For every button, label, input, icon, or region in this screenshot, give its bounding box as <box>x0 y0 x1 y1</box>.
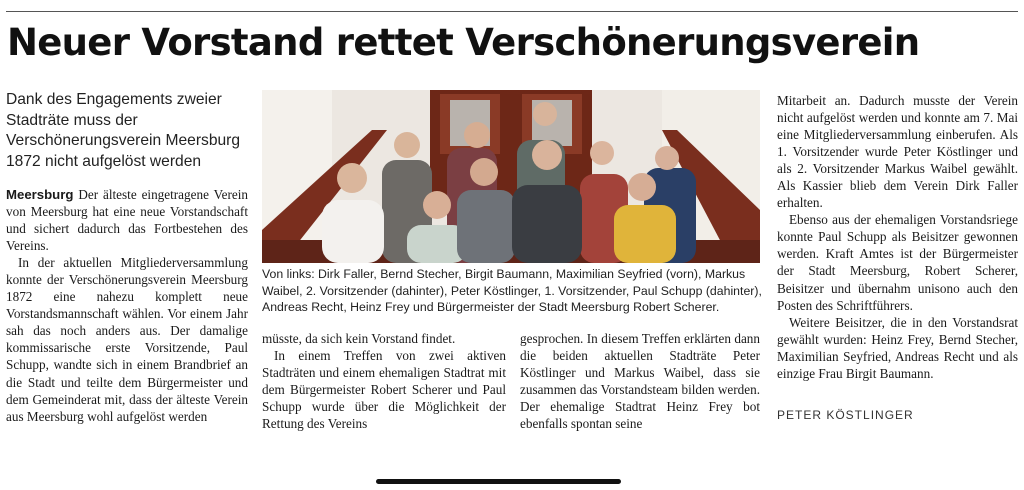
col4-paragraph-2: Ebenso aus der ehemaligen Vorstandsriege konnte Paul Schupp als Beisitzer gewonnen werden. Kraft Amtes ist der Bürgermeister der Stadt Meersburg, Robert Scherer, Beisitzer und übernahm unisono auch den Posten des Schriftführers. <box>777 212 1018 313</box>
column-2 <box>262 330 506 432</box>
column-4 <box>777 92 1018 382</box>
col4-paragraph-1: Mitarbeit an. Dadurch musste der Verein nicht aufgelöst werden und konnte am 7. Mai eine Mitgliederversammlung einberufen. Als 1. Vorsitzender wurde Peter Köstlinger und als 2. Vorsitzender Markus Waibel gewählt. Als Kassier blieb dem Verein Dirk Faller erhalten. <box>777 93 1018 211</box>
headline: Neuer Vorstand rettet Verschönerungsverein <box>7 21 920 64</box>
column-1 <box>6 186 248 425</box>
home-indicator[interactable] <box>376 479 621 484</box>
col1-paragraph-2: In der aktuellen Mitgliederversammlung konnte der Verschönerungsverein Meersburg 1872 eine nahezu komplett neue Vorstandsmannschaft wählen. Vor einem Jahr sah das noch anders aus. Der damalige kommissarische erste Vorsitzende, Paul Schupp, wandte sich in einem Brandbrief an die Stadt und teilte dem Bürgermeister und dem Gemeinderat mit, dass der älteste Verein aus Meersburg wohl aufgelöst werden <box>6 255 248 424</box>
col1-paragraph-1 <box>6 186 248 254</box>
column-3 <box>520 330 760 432</box>
photo-caption: Von links: Dirk Faller, Bernd Stecher, Birgit Baumann, Maximilian Seyfried (vorn), Markus Waibel, 2. Vorsitzender (dahinter), Peter Köstlinger, 1. Vorsitzender, Paul Schupp (dahinter), Andreas Recht, Heinz Frey und Bürgermeister der Stadt Meersburg Robert Scherer. <box>262 267 762 314</box>
col2-paragraph-2: In einem Treffen von zwei aktiven Stadträten und einem ehemaligen Stadtrat mit dem Bürgermeister Robert Scherer und Paul Schupp wurde über die Möglichkeit der Rettung des Vereins <box>262 348 506 432</box>
top-rule <box>6 11 1018 12</box>
col1-paragraph-1-text: Der älteste eingetragene Verein von Meersburg hat eine neue Vorstandschaft und sichert dadurch das Fortbestehen des Vereins. <box>6 187 249 254</box>
col3-paragraph-1: gesprochen. In diesem Treffen erklärten dann die beiden aktuellen Stadträte Peter Köstlinger und Markus Waibel, dass sie zusammen das Vorstandsteam bilden werden. Der ehemalige Stadtrat Heinz Frey bot ebenfalls spontan seine <box>520 331 760 432</box>
group-photo-image <box>262 90 760 263</box>
dateline: Meersburg <box>6 187 74 202</box>
group-photo <box>262 90 760 263</box>
lead-paragraph: Dank des Engagements zweier Stadträte muss der Verschönerungsverein Meersburg 1872 nicht aufgelöst werden <box>6 91 241 170</box>
author-byline: PETER KÖSTLINGER <box>777 408 914 422</box>
col4-paragraph-3: Weitere Beisitzer, die in den Vorstandsrat gewählt wurden: Heinz Frey, Bernd Stecher, Maximilian Seyfried, Andreas Recht und als einzige Frau Birgit Baumann. <box>777 314 1018 381</box>
col2-paragraph-1: müsste, da sich kein Vorstand findet. <box>262 331 456 346</box>
